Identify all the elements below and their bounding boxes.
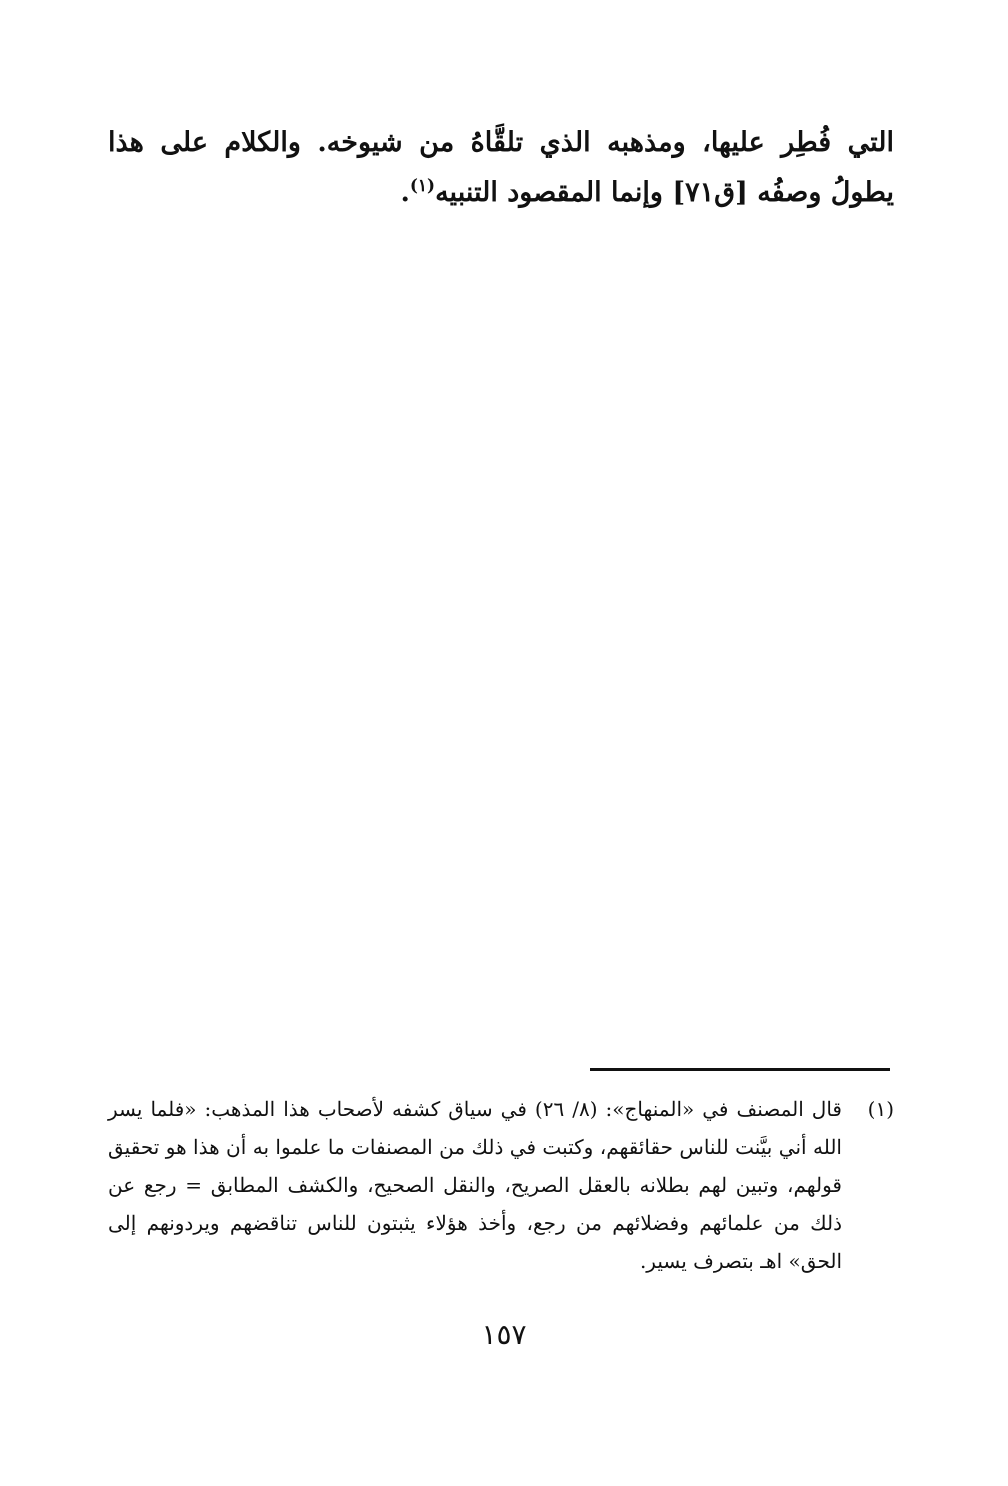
main-paragraph — [108, 118, 894, 218]
paragraph-end: . — [400, 177, 410, 208]
footnote-number: (١) — [867, 1097, 894, 1121]
page-number: ١٥٧ — [481, 1318, 527, 1351]
footnote-text: قال المصنف في «المنهاج»: (٨/ ٢٦) في سياق كشفه لأصحاب هذا المذهب: «فلما يسر الله أني بيَّنت للناس حقائقهم، وكتبت في ذلك من المصنفات ما علموا به أن هذا هو تحقيق قولهم، وتبين لهم بطلانه بالعقل الصريح، والنقل الصحيح، والكشف المطابق = رجع عن ذلك من علمائهم وفضلائهم من رجع، وأخذ هؤلاء يثبتون للناس تناقضهم ويردونهم إلى الحق» اهـ بتصرف يسير. — [108, 1097, 842, 1273]
paragraph-body: التي فُطِر عليها، ومذهبه الذي تلقَّاهُ من شيوخه. والكلام على هذا يطولُ وصفُه [ق٧١] وإنما المقصود التنبيه — [108, 127, 894, 208]
footnote-separator — [590, 1068, 890, 1071]
main-text — [108, 118, 894, 218]
footnote-reference-1: (١) — [409, 176, 436, 196]
footnotes — [108, 1090, 894, 1280]
footnote-1 — [108, 1090, 894, 1280]
